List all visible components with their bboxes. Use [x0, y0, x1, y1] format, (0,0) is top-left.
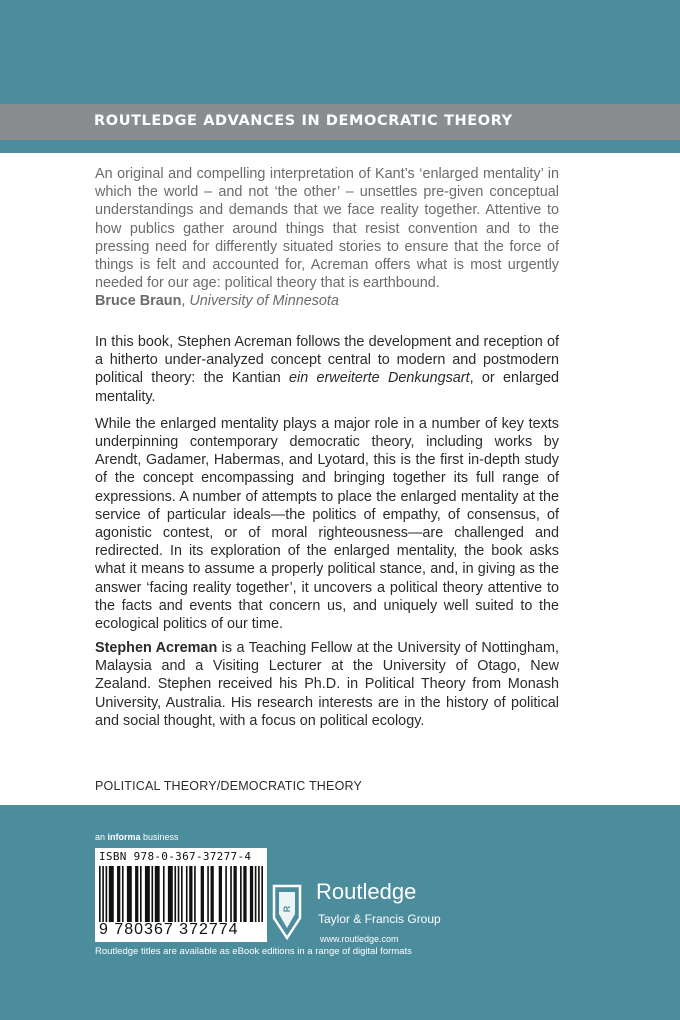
barcode-bar [109, 866, 114, 922]
barcode-bar [186, 866, 188, 922]
description-p1-text: In this book, Stephen Acreman follows the development and reception of a hitherto under-analyzed concept central to modern and postmodern political theory: the Kantian [95, 334, 559, 387]
barcode-bar [230, 866, 232, 922]
endorser-name: Bruce Braun [95, 293, 182, 310]
endorser-affiliation: University of Minnesota [189, 293, 339, 310]
barcode-bar [163, 866, 165, 922]
barcode-bar [261, 866, 263, 922]
publisher-group: Taylor & Francis Group [318, 912, 441, 926]
barcode-bar [219, 866, 222, 922]
barcode-bar [201, 866, 204, 922]
author-name: Stephen Acreman [95, 640, 218, 656]
barcode-bar [135, 866, 138, 922]
barcode-bar [240, 866, 242, 922]
informa-business-tag [95, 832, 179, 842]
barcode-bar [145, 866, 150, 922]
barcode-bar [106, 866, 108, 922]
barcode [95, 848, 267, 942]
endorser [95, 292, 559, 310]
svg-text:R: R [282, 905, 292, 913]
barcode-bar [211, 866, 214, 922]
barcode-bar [174, 866, 176, 922]
barcode-bar [189, 866, 192, 922]
back-cover-panel [0, 153, 680, 805]
barcode-bar [168, 866, 173, 922]
barcode-bar [194, 866, 196, 922]
barcode-bar [140, 866, 142, 922]
endorsement [95, 165, 559, 311]
barcode-bar [225, 866, 227, 922]
description-paragraph-1 [95, 333, 559, 406]
barcode-bar [99, 866, 101, 922]
barcode-bar [122, 866, 124, 922]
series-title-bar [0, 104, 680, 140]
barcode-bar [151, 866, 153, 922]
endorsement-quote: An original and compelling interpretation of Kant’s ‘enlarged mentality’ in which the world – and not ‘the other’ – unsettles pre-given conceptual understandings and demands that we face reality together. Attentive to how publics gather around things that resist convention and to the pressing need for differently situated stories to ensure that the force of things is felt and accounted for, Acreman offers what is most urgently needed for our age: political theory that is earthbound. [95, 166, 559, 292]
informa-suffix: business [140, 832, 179, 842]
informa-prefix: an [95, 832, 108, 842]
barcode-bar [233, 866, 236, 922]
barcode-bar [243, 866, 246, 922]
description-p1-italic: ein erweiterte Denkungsart [289, 370, 470, 387]
barcode-bar [255, 866, 257, 922]
barcode-bar [207, 866, 209, 922]
author-bio-text: is a Teaching Fellow at the University of Nottingham, Malaysia and a Visiting Lecturer at the University of Otago, New Zealand. Stephen received his Ph.D. in Political Theory from Monash University, Australia. His research interests are in the history of political and social thought, with a focus on political ecology. [95, 640, 559, 729]
author-bio [95, 639, 559, 730]
barcode-bar [127, 866, 132, 922]
barcode-bar [117, 866, 120, 922]
series-title: ROUTLEDGE ADVANCES IN DEMOCRATIC THEORY [94, 113, 513, 129]
barcode-bars [99, 866, 263, 922]
barcode-bar [178, 866, 180, 922]
subject-category: POLITICAL THEORY/DEMOCRATIC THEORY [95, 779, 363, 793]
isbn-text: ISBN 978-0-367-37277-4 [99, 850, 252, 863]
informa-brand: informa [107, 832, 141, 842]
barcode-bar [181, 866, 183, 922]
book-description [95, 333, 559, 642]
description-p1-end: , or enlarged mentality. [95, 370, 559, 405]
barcode-bar [250, 866, 253, 922]
publisher-name: Routledge [316, 879, 417, 904]
endorser-separator: , [181, 293, 190, 310]
barcode-bar [102, 866, 104, 922]
description-paragraph-2: While the enlarged mentality plays a major role in a number of key texts underpinning contemporary democratic theory, including works by Arendt, Gadamer, Habermas, and Lyotard, this is the first in-depth study of the concept encompassing and bringing together its full range of expressions. A number of attempts to place the enlarged mentality at the service of particular ideals—the politics of empathy, of consensus, of agonistic contest, or of moral righteousness—are challenged and redirected. In its exploration of the enlarged mentality, the book asks what it means to assume a properly political stance, and, in giving as the answer ‘facing reality together’, it uncovers a political theory attentive to the facts and events that concern us, and uniquely well suited to the ecological politics of our time. [95, 415, 559, 633]
routledge-logo-icon [270, 882, 304, 942]
barcode-bar [155, 866, 160, 922]
ebook-note: Routledge titles are available as eBook editions in a range of digital formats [95, 946, 412, 957]
barcode-bar [258, 866, 260, 922]
publisher-url[interactable]: www.routledge.com [320, 934, 399, 944]
ean-digits: 9 780367 372774 [99, 921, 239, 938]
